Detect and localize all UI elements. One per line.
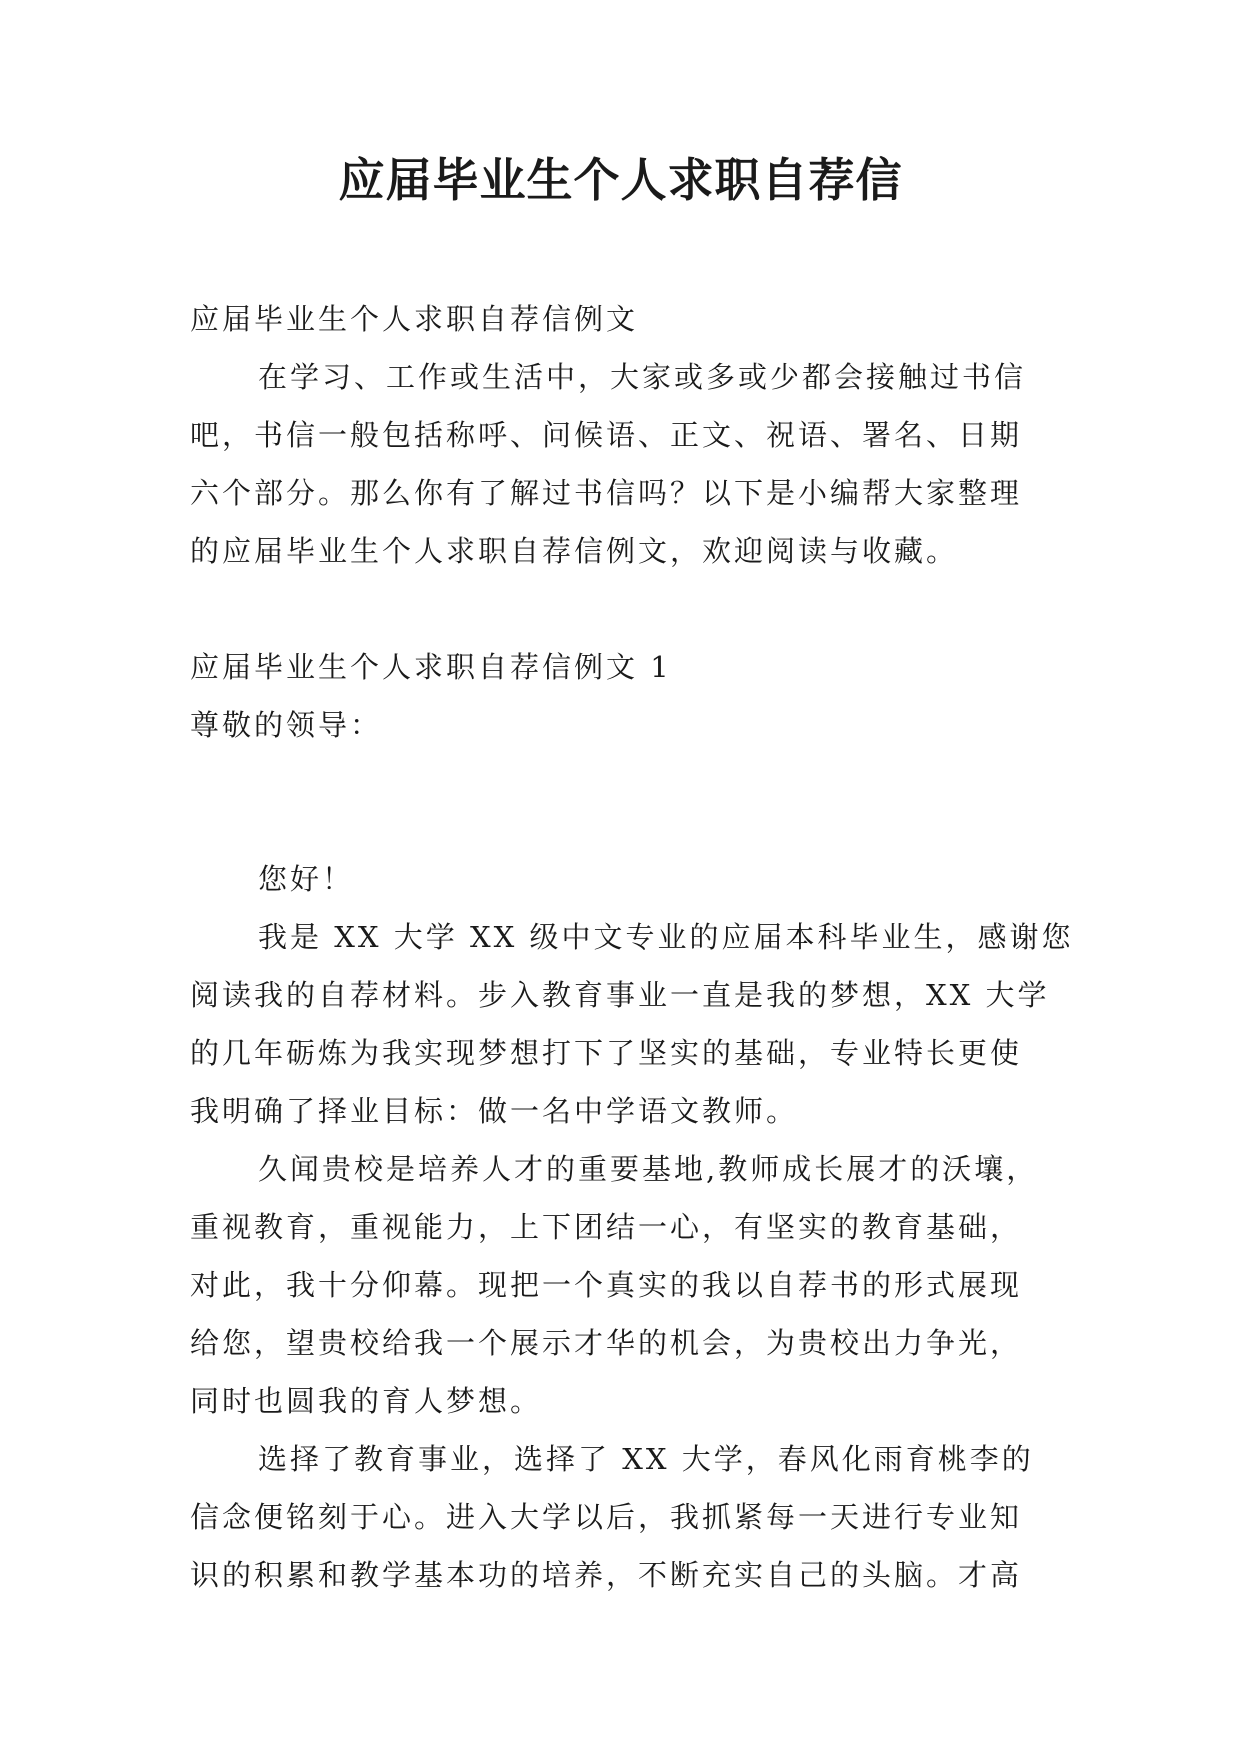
paragraph-line: 同时也圆我的育人梦想。 — [190, 1384, 543, 1418]
paragraph-line: 我明确了择业目标：做一名中学语文教师。 — [190, 1094, 799, 1128]
intro-line: 的应届毕业生个人求职自荐信例文，欢迎阅读与收藏。 — [190, 534, 959, 568]
paragraph-line: 重视教育，重视能力，上下团结一心，有坚实的教育基础， — [190, 1210, 1023, 1244]
spacer — [190, 754, 1050, 850]
spacer — [190, 580, 1050, 638]
subtitle: 应届毕业生个人求职自荐信例文 — [190, 302, 639, 336]
paragraph-line: 选择了教育事业，选择了 XX 大学，春风化雨育桃李的 — [258, 1442, 1034, 1476]
page-title: 应届毕业生个人求职自荐信 — [338, 153, 903, 207]
paragraph-line: 信念便铭刻于心。进入大学以后，我抓紧每一天进行专业知 — [190, 1500, 1023, 1534]
paragraph-line: 给您，望贵校给我一个展示才华的机会，为贵校出力争光， — [190, 1326, 1023, 1360]
salutation: 尊敬的领导： — [190, 708, 383, 742]
document-body — [190, 290, 1074, 1604]
paragraph-line: 阅读我的自荐材料。步入教育事业一直是我的梦想，XX 大学 — [190, 978, 1050, 1012]
paragraph-line: 久闻贵校是培养人才的重要基地,教师成长展才的沃壤， — [258, 1152, 1039, 1186]
paragraph-line: 识的积累和教学基本功的培养，不断充实自己的头脑。才高 — [190, 1558, 1023, 1592]
intro-line: 六个部分。那么你有了解过书信吗？以下是小编帮大家整理 — [190, 476, 1023, 510]
intro-line: 吧，书信一般包括称呼、问候语、正文、祝语、署名、日期 — [190, 418, 1023, 452]
paragraph-line: 的几年砺炼为我实现梦想打下了坚实的基础，专业特长更使 — [190, 1036, 1023, 1070]
paragraph-line: 对此，我十分仰幕。现把一个真实的我以自荐书的形式展现 — [190, 1268, 1023, 1302]
paragraph-line: 我是 XX 大学 XX 级中文专业的应届本科毕业生，感谢您 — [258, 920, 1074, 954]
greeting: 您好！ — [258, 862, 355, 896]
intro-line: 在学习、工作或生活中，大家或多或少都会接触过书信 — [258, 360, 1027, 394]
example-heading: 应届毕业生个人求职自荐信例文 1 — [190, 650, 672, 684]
